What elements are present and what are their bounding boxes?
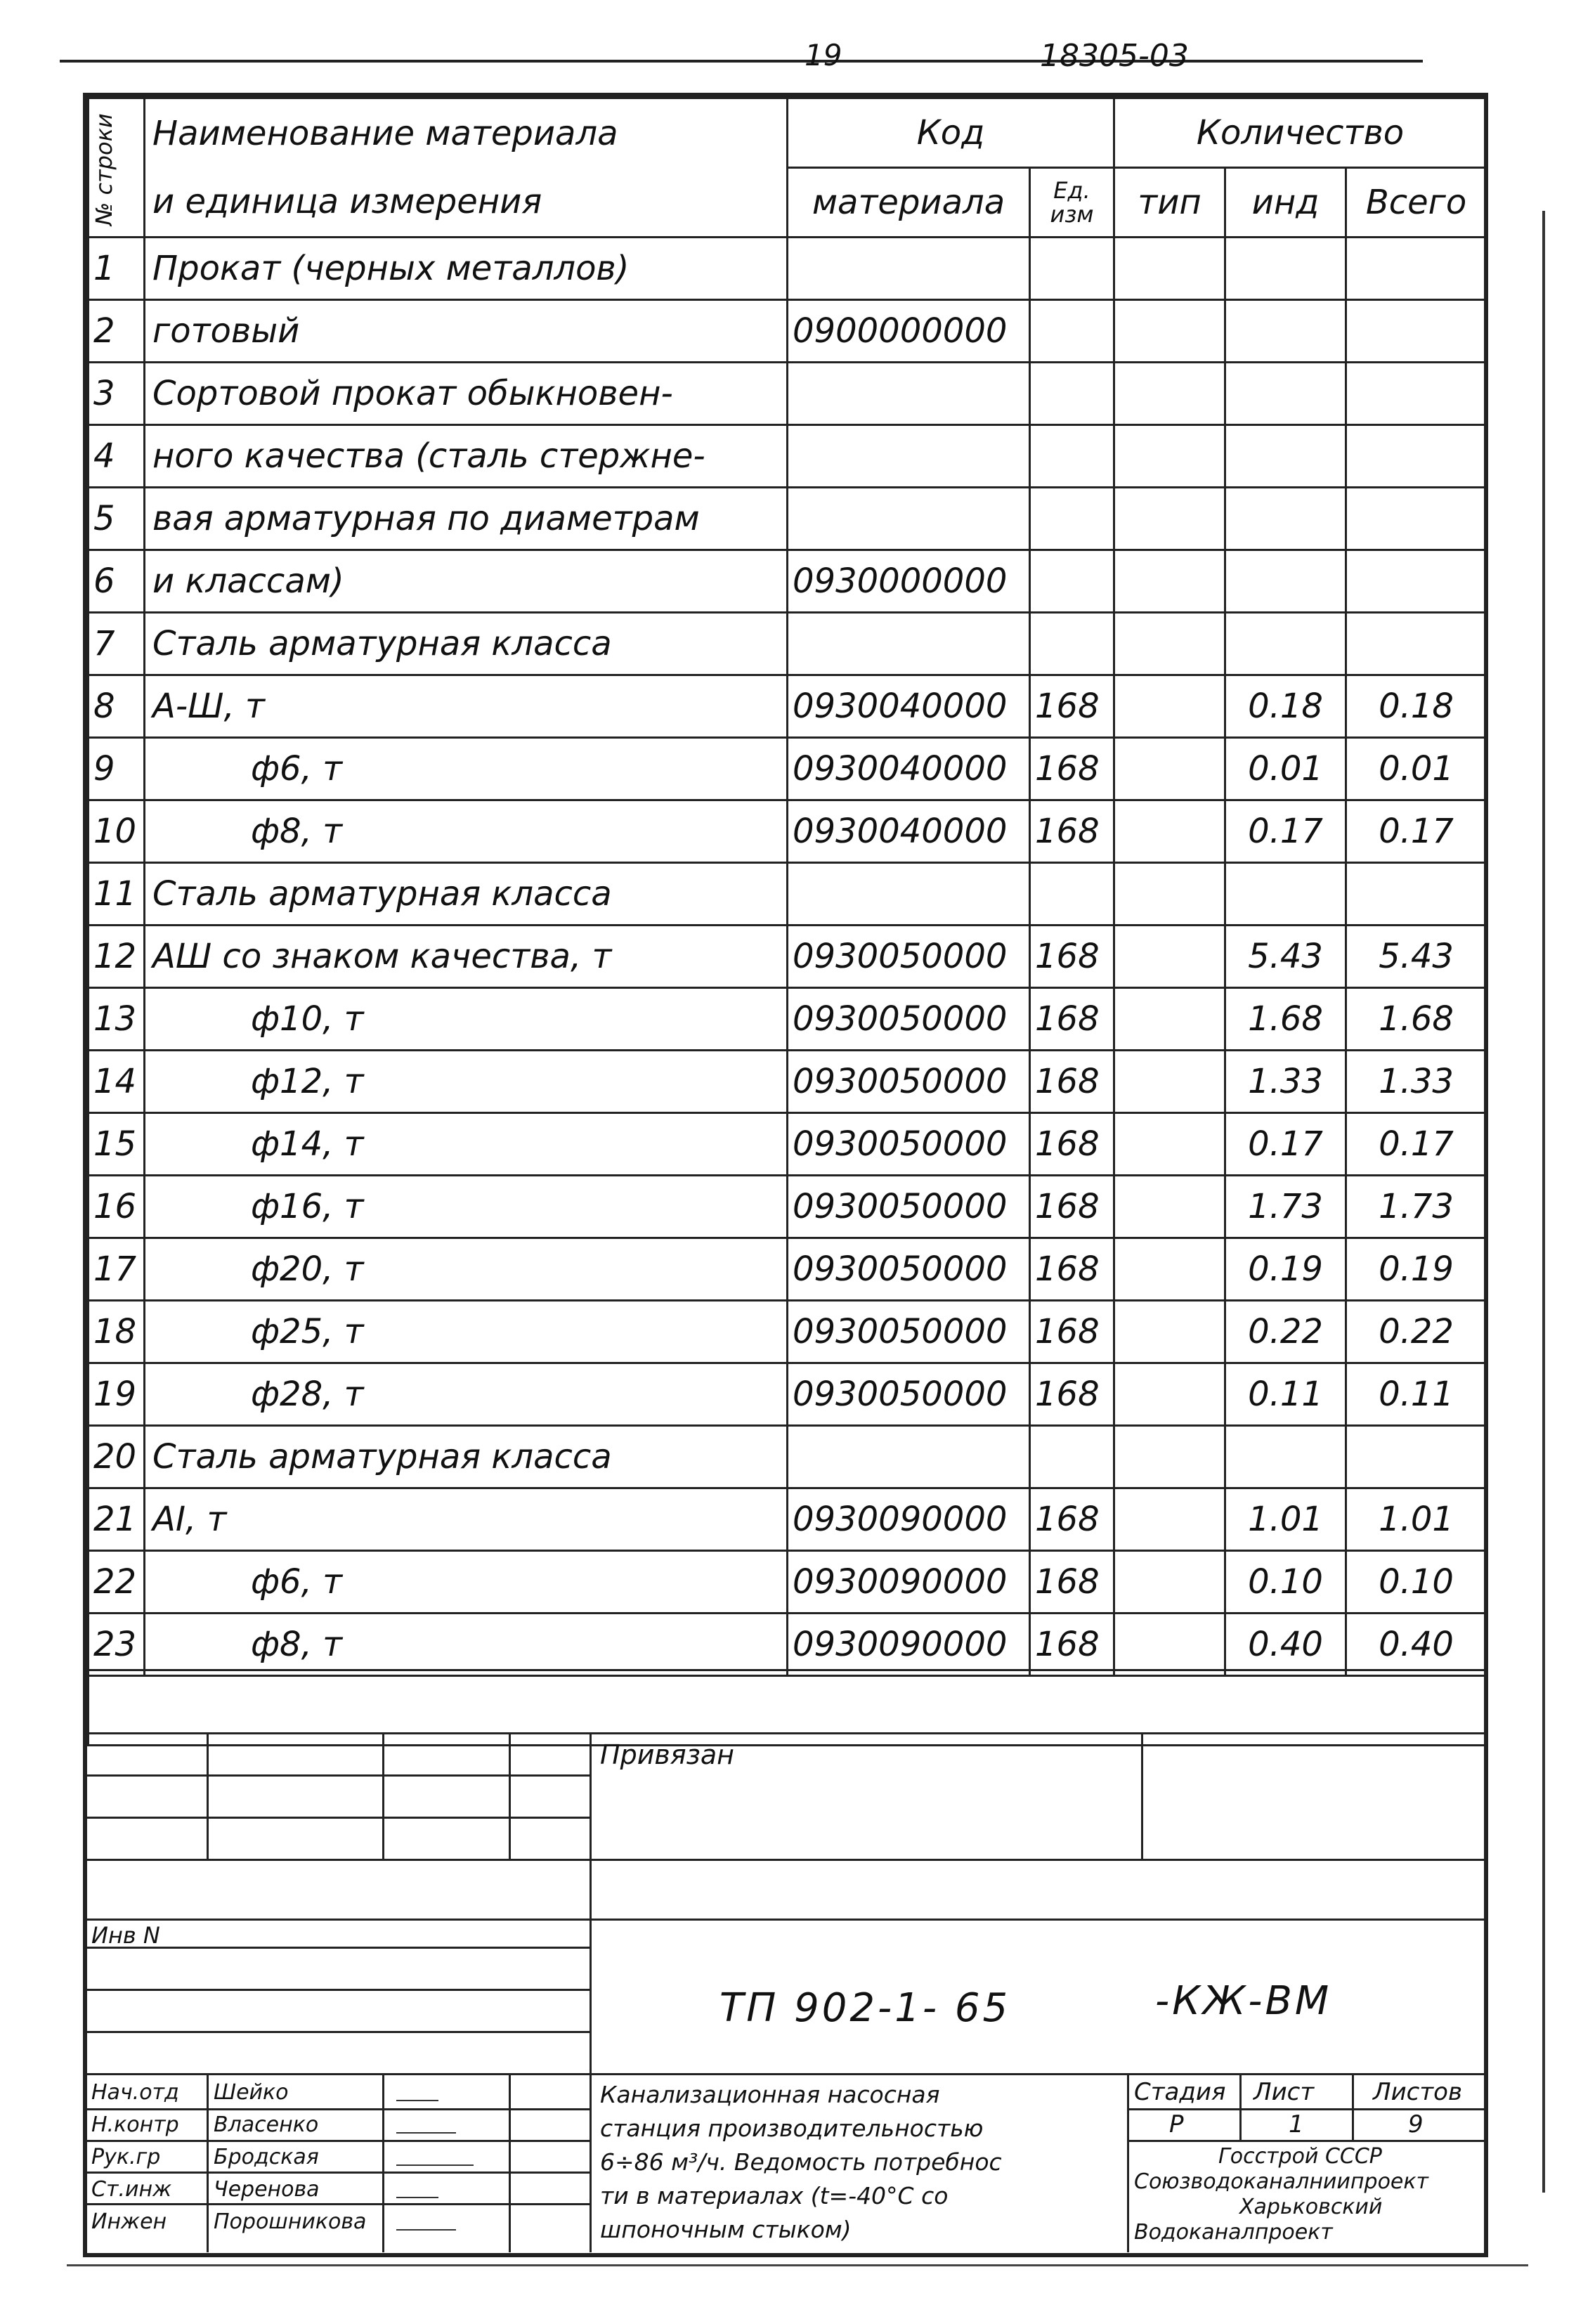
unit-code (1030, 238, 1114, 300)
qty-total (1346, 363, 1487, 425)
qty-ind: 5.43 (1225, 926, 1346, 988)
unit-code (1030, 300, 1114, 363)
qty-ind (1225, 238, 1346, 300)
qty-ind: 0.18 (1225, 675, 1346, 738)
table-row (89, 1238, 1487, 1301)
qty-ind (1225, 488, 1346, 550)
doc-designation: ТП 902-1- 65 (719, 1985, 1011, 2031)
qty-type (1114, 863, 1225, 926)
material-code (788, 1426, 1030, 1488)
unit-code (1030, 613, 1114, 675)
col-name-line1: Наименование материала (152, 113, 618, 153)
col-sheets-label: Листов (1373, 2078, 1463, 2106)
qty-total: 0.18 (1346, 675, 1487, 738)
qty-ind: 0.10 (1225, 1551, 1346, 1614)
material-code: 0930050000 (788, 1176, 1030, 1238)
qty-ind (1225, 425, 1346, 488)
row-number: 10 (89, 800, 145, 863)
stamp-line (87, 2140, 590, 2142)
stamp-line (87, 2031, 590, 2033)
signature-role: Инжен (91, 2209, 167, 2234)
stamp-line (509, 2073, 511, 2252)
stamp-line (87, 1669, 1485, 1671)
project-title-line: ти в материалах (t=-40°С со (600, 2182, 949, 2209)
unit-code (1030, 363, 1114, 425)
qty-type (1114, 1176, 1225, 1238)
material-code: 0930050000 (788, 1301, 1030, 1363)
stamp-line (590, 1732, 592, 2252)
table-row (89, 738, 1487, 800)
stamp-line (1127, 2073, 1129, 2252)
table-row (89, 425, 1487, 488)
stamp-line (87, 1774, 590, 1777)
material-name: АI, т (145, 1488, 788, 1551)
qty-type (1114, 613, 1225, 675)
qty-type (1114, 363, 1225, 425)
qty-type (1114, 1614, 1225, 1676)
qty-total: 0.17 (1346, 800, 1487, 863)
qty-type (1114, 550, 1225, 613)
col-qty-ind-header: инд (1225, 168, 1346, 238)
qty-total: 0.22 (1346, 1301, 1487, 1363)
qty-type (1114, 988, 1225, 1051)
qty-ind: 1.73 (1225, 1176, 1346, 1238)
project-title-line: Канализационная насосная (600, 2081, 940, 2108)
col-stage-label: Стадия (1134, 2078, 1226, 2106)
table-header-row-1 (89, 98, 1487, 168)
unit-code: 168 (1030, 988, 1114, 1051)
table-row (89, 926, 1487, 988)
qty-total: 1.01 (1346, 1488, 1487, 1551)
row-number: 11 (89, 863, 145, 926)
stamp-line (87, 1859, 1485, 1861)
stamp-line (1239, 2073, 1242, 2140)
qty-total (1346, 863, 1487, 926)
row-number: 16 (89, 1176, 145, 1238)
material-name: АШ со знаком качества, т (145, 926, 788, 988)
top-rule (60, 60, 1423, 63)
attached-label: Привязан (600, 1739, 734, 1770)
row-number: 20 (89, 1426, 145, 1488)
stamp-line (87, 2172, 590, 2174)
unit-code: 168 (1030, 675, 1114, 738)
stamp-line (87, 2073, 1485, 2075)
material-code: 0930090000 (788, 1614, 1030, 1676)
organization-line: Харьковский (1239, 2195, 1383, 2219)
table-row (89, 1301, 1487, 1363)
unit-code: 168 (1030, 1051, 1114, 1113)
table-row (89, 300, 1487, 363)
project-title-line: 6÷86 м³/ч. Ведомость потребнос (600, 2148, 1002, 2176)
row-number: 15 (89, 1113, 145, 1176)
qty-type (1114, 738, 1225, 800)
organization (1134, 2144, 1428, 2245)
row-number: 17 (89, 1238, 145, 1301)
materials-table-body (89, 98, 1487, 1746)
signature-mark (396, 2164, 474, 2166)
organization-line: Госстрой СССР (1218, 2144, 1382, 2169)
stamp-line (87, 1989, 590, 1991)
material-code: 0900000000 (788, 300, 1030, 363)
project-title-line: шпоночным стыком) (600, 2216, 852, 2243)
qty-total (1346, 488, 1487, 550)
qty-ind (1225, 300, 1346, 363)
col-qty-type-header: тип (1114, 168, 1225, 238)
unit-code: 168 (1030, 1238, 1114, 1301)
qty-total (1346, 300, 1487, 363)
project-title-line: станция производительностью (600, 2115, 984, 2142)
stamp-line (509, 1732, 511, 1859)
table-row (89, 1176, 1487, 1238)
signature-role: Н.контр (91, 2112, 179, 2137)
inv-label: Инв N (91, 1922, 160, 1949)
qty-ind: 0.22 (1225, 1301, 1346, 1363)
qty-type (1114, 800, 1225, 863)
row-number: 22 (89, 1551, 145, 1614)
stamp-line (87, 1919, 1485, 1921)
col-code-unit-header: Ед. изм (1030, 168, 1114, 238)
qty-type (1114, 1488, 1225, 1551)
row-number: 21 (89, 1488, 145, 1551)
stamp-line (87, 1732, 1485, 1734)
unit-code: 168 (1030, 1363, 1114, 1426)
row-number: 1 (89, 238, 145, 300)
row-number: 18 (89, 1301, 145, 1363)
qty-ind: 0.11 (1225, 1363, 1346, 1426)
table-row (89, 863, 1487, 926)
qty-total (1346, 1426, 1487, 1488)
table-row (89, 1363, 1487, 1426)
qty-ind (1225, 613, 1346, 675)
table-row (89, 488, 1487, 550)
unit-code (1030, 488, 1114, 550)
qty-total: 1.68 (1346, 988, 1487, 1051)
stage-value: Р (1169, 2110, 1184, 2138)
qty-total: 0.11 (1346, 1363, 1487, 1426)
material-code: 0930050000 (788, 926, 1030, 988)
row-number: 3 (89, 363, 145, 425)
material-name: Сталь арматурная класса (145, 613, 788, 675)
qty-type (1114, 1363, 1225, 1426)
title-block (87, 1669, 1485, 2252)
table-row (89, 363, 1487, 425)
table-row (89, 238, 1487, 300)
col-code-material-header: материала (788, 168, 1030, 238)
material-code (788, 425, 1030, 488)
material-code: 0930050000 (788, 1113, 1030, 1176)
material-name: ф10, т (145, 988, 788, 1051)
unit-code: 168 (1030, 1113, 1114, 1176)
unit-code: 168 (1030, 1488, 1114, 1551)
sheet-value: 1 (1289, 2110, 1304, 2138)
qty-type (1114, 1051, 1225, 1113)
signature-mark (396, 2132, 456, 2134)
materials-table (87, 97, 1487, 1746)
material-code (788, 863, 1030, 926)
material-code: 0930050000 (788, 1051, 1030, 1113)
qty-total (1346, 613, 1487, 675)
material-name: Сталь арматурная класса (145, 863, 788, 926)
table-row (89, 1551, 1487, 1614)
col-qty-header: Количество (1114, 98, 1487, 168)
stamp-line (207, 1732, 209, 1859)
project-title (600, 2078, 1002, 2247)
row-number: 8 (89, 675, 145, 738)
table-header-row-2 (89, 168, 1487, 238)
row-number: 2 (89, 300, 145, 363)
material-code: 0930050000 (788, 1363, 1030, 1426)
qty-total: 0.10 (1346, 1551, 1487, 1614)
qty-total: 0.17 (1346, 1113, 1487, 1176)
stamp-line (382, 1732, 384, 1859)
unit-code (1030, 1426, 1114, 1488)
table-row (89, 675, 1487, 738)
qty-ind: 0.40 (1225, 1614, 1346, 1676)
table-row (89, 1488, 1487, 1551)
material-code: 0930040000 (788, 738, 1030, 800)
qty-total: 0.19 (1346, 1238, 1487, 1301)
unit-code (1030, 425, 1114, 488)
row-number: 13 (89, 988, 145, 1051)
bottom-rule (67, 2264, 1528, 2266)
material-name: вая арматурная по диаметрам (145, 488, 788, 550)
qty-type (1114, 926, 1225, 988)
qty-type (1114, 1113, 1225, 1176)
material-name: А-Ш, т (145, 675, 788, 738)
signature-name: Шейко (214, 2080, 289, 2105)
unit-code: 168 (1030, 800, 1114, 863)
signature-role: Ст.инж (91, 2177, 172, 2202)
table-row (89, 613, 1487, 675)
qty-ind: 0.01 (1225, 738, 1346, 800)
stamp-line (1352, 2073, 1354, 2140)
material-name: ф28, т (145, 1363, 788, 1426)
table-row (89, 988, 1487, 1051)
qty-total (1346, 550, 1487, 613)
stamp-line (1141, 1732, 1143, 1859)
qty-ind (1225, 1426, 1346, 1488)
material-name: ф8, т (145, 800, 788, 863)
table-row (89, 1051, 1487, 1113)
sheets-value: 9 (1408, 2110, 1424, 2138)
stamp-line (87, 2108, 590, 2110)
stamp-line (207, 2073, 209, 2252)
qty-type (1114, 488, 1225, 550)
unit-code: 168 (1030, 1614, 1114, 1676)
signature-role: Нач.отд (91, 2080, 179, 2105)
material-name: ф6, т (145, 738, 788, 800)
row-number: 23 (89, 1614, 145, 1676)
qty-ind (1225, 863, 1346, 926)
table-row (89, 550, 1487, 613)
qty-type (1114, 675, 1225, 738)
table-row (89, 800, 1487, 863)
col-code-header: Код (788, 98, 1114, 168)
material-name: ф16, т (145, 1176, 788, 1238)
qty-total: 5.43 (1346, 926, 1487, 988)
organization-line: Союзводоканалниипроект (1134, 2169, 1428, 2194)
material-name: Сталь арматурная класса (145, 1426, 788, 1488)
col-qty-total-header: Всего (1346, 168, 1487, 238)
col-row-no-label: № строки (91, 113, 117, 226)
signature-mark (396, 2229, 456, 2231)
material-name: ного качества (сталь стержне- (145, 425, 788, 488)
col-sheet-label: Лист (1253, 2078, 1315, 2106)
col-name-line2: и единица измерения (152, 182, 542, 222)
sheet-number: 19 (805, 38, 842, 72)
row-number: 12 (89, 926, 145, 988)
material-code: 0930090000 (788, 1488, 1030, 1551)
unit-code: 168 (1030, 738, 1114, 800)
signature-name: Порошникова (214, 2209, 367, 2234)
material-code (788, 488, 1030, 550)
doc-code: 18305-03 (1040, 38, 1189, 74)
doc-suffix: -КЖ-ВМ (1155, 1978, 1332, 2024)
material-code: 0930040000 (788, 675, 1030, 738)
material-code: 0930000000 (788, 550, 1030, 613)
qty-ind: 1.68 (1225, 988, 1346, 1051)
material-name: ф25, т (145, 1301, 788, 1363)
qty-type (1114, 425, 1225, 488)
unit-code: 168 (1030, 926, 1114, 988)
material-name: и классам) (145, 550, 788, 613)
unit-code: 168 (1030, 1176, 1114, 1238)
col-name-header-2 (145, 168, 788, 238)
signature-mark (396, 2197, 438, 2198)
material-code: 0930040000 (788, 800, 1030, 863)
material-code (788, 238, 1030, 300)
row-number: 14 (89, 1051, 145, 1113)
qty-ind: 0.17 (1225, 1113, 1346, 1176)
qty-type (1114, 238, 1225, 300)
qty-ind: 1.01 (1225, 1488, 1346, 1551)
unit-code (1030, 863, 1114, 926)
row-number: 5 (89, 488, 145, 550)
qty-total: 1.33 (1346, 1051, 1487, 1113)
unit-code: 168 (1030, 1551, 1114, 1614)
table-row (89, 1426, 1487, 1488)
qty-total (1346, 238, 1487, 300)
qty-ind: 0.19 (1225, 1238, 1346, 1301)
material-name: ф20, т (145, 1238, 788, 1301)
col-row-no-header (89, 98, 145, 238)
material-code: 0930050000 (788, 1238, 1030, 1301)
qty-total: 0.01 (1346, 738, 1487, 800)
qty-type (1114, 1238, 1225, 1301)
material-code (788, 613, 1030, 675)
material-code (788, 363, 1030, 425)
qty-type (1114, 300, 1225, 363)
qty-ind: 1.33 (1225, 1051, 1346, 1113)
qty-type (1114, 1426, 1225, 1488)
material-name: ф12, т (145, 1051, 788, 1113)
material-name: ф8, т (145, 1614, 788, 1676)
material-name: Сортовой прокат обыкновен- (145, 363, 788, 425)
unit-code (1030, 550, 1114, 613)
table-row (89, 1614, 1487, 1676)
stamp-line (87, 1947, 590, 1949)
stamp-line (382, 2073, 384, 2252)
qty-type (1114, 1551, 1225, 1614)
material-name: ф6, т (145, 1551, 788, 1614)
signature-name: Черенова (214, 2177, 320, 2202)
signature-mark (396, 2100, 438, 2101)
material-name: Прокат (черных металлов) (145, 238, 788, 300)
stamp-line (87, 1817, 590, 1819)
margin-line (1542, 211, 1545, 2193)
signature-role: Рук.гр (91, 2145, 161, 2169)
material-code: 0930090000 (788, 1551, 1030, 1614)
material-name: готовый (145, 300, 788, 363)
qty-ind (1225, 363, 1346, 425)
qty-total (1346, 425, 1487, 488)
qty-total: 1.73 (1346, 1176, 1487, 1238)
row-number: 19 (89, 1363, 145, 1426)
row-number: 4 (89, 425, 145, 488)
row-number: 9 (89, 738, 145, 800)
qty-ind (1225, 550, 1346, 613)
stamp-line (1127, 2140, 1485, 2142)
row-number: 7 (89, 613, 145, 675)
material-name: ф14, т (145, 1113, 788, 1176)
organization-line: Водоканалпроект (1134, 2220, 1333, 2245)
qty-total: 0.40 (1346, 1614, 1487, 1676)
qty-ind: 0.17 (1225, 800, 1346, 863)
stamp-line (87, 2203, 590, 2205)
signature-name: Бродская (214, 2145, 319, 2169)
qty-type (1114, 1301, 1225, 1363)
col-name-header (145, 98, 788, 168)
unit-code: 168 (1030, 1301, 1114, 1363)
row-number: 6 (89, 550, 145, 613)
signature-name: Власенко (214, 2112, 319, 2137)
material-code: 0930050000 (788, 988, 1030, 1051)
table-row (89, 1113, 1487, 1176)
